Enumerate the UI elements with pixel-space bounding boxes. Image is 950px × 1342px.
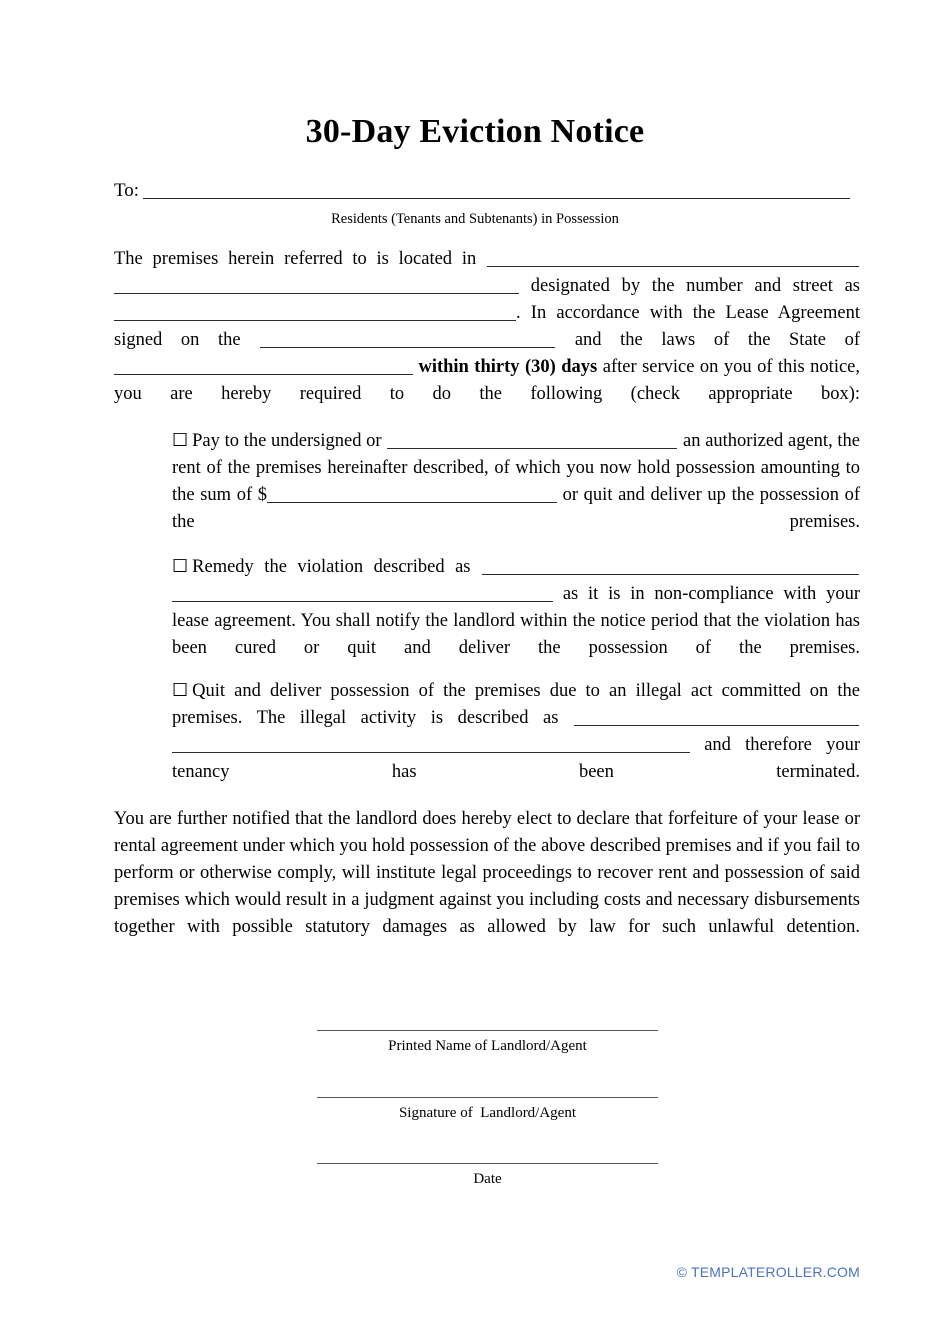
intro-text-6: after service on you of this notice, you are hereby required to do the following (check appropriate box): xyxy=(114,357,861,404)
clause-remedy-text-2: as it is in non-compliance with your lease agreement. You shall notify the landlord within the notice period that the violation has been cured or quit and deliver the possession of the premises. xyxy=(172,584,861,658)
to-caption: Residents (Tenants and Subtenants) in Possession xyxy=(331,211,619,227)
intro-text-3: . xyxy=(516,303,521,323)
intro-text-2: designated by the number and street as xyxy=(530,276,860,296)
signature-signature-group xyxy=(317,1097,658,1124)
notice-period-term: within thirty (30) days xyxy=(418,357,598,377)
state-blank[interactable] xyxy=(114,355,413,375)
clause-pay-rent xyxy=(172,428,860,563)
printed-name-caption: Printed Name of Landlord/Agent xyxy=(388,1038,587,1054)
premises-location-blank-b[interactable] xyxy=(114,274,519,294)
clause-remedy-violation xyxy=(172,554,860,689)
clause-remedy-text-1: Remedy the violation described as xyxy=(192,557,471,577)
lease-signed-date-blank[interactable] xyxy=(260,328,555,348)
templateroller-watermark[interactable]: © TEMPLATEROLLER.COM xyxy=(676,1264,860,1280)
closing-paragraph xyxy=(114,806,860,968)
violation-description-blank-b[interactable] xyxy=(172,582,553,602)
clause-illegal-act xyxy=(172,678,860,813)
to-label: To: xyxy=(114,180,140,201)
intro-text-4: In accordance with the Lease Agreement signed on the xyxy=(114,303,860,350)
signature-caption: Signature of Landlord/Agent xyxy=(398,1105,577,1121)
violation-description-blank-a[interactable] xyxy=(482,555,859,575)
to-row xyxy=(114,178,860,204)
clause-illegal-text-2: and therefore your tenancy has been terminated. xyxy=(172,735,860,782)
authorized-agent-blank[interactable] xyxy=(387,429,677,449)
checkbox-remedy-violation[interactable]: ☐ xyxy=(172,556,189,577)
signature-printed-name-group xyxy=(317,1030,658,1057)
date-caption: Date xyxy=(473,1171,502,1187)
checkbox-illegal-act[interactable]: ☐ xyxy=(172,680,189,701)
intro-paragraph xyxy=(114,246,860,435)
rent-amount-blank[interactable] xyxy=(267,483,557,503)
closing-text: You are further notified that the landlord does hereby elect to declare that forfeiture of your lease or rental agreement under which you hold possession of the above described premises and if you fail to perform or otherwise comply, will institute legal proceedings to recover rent and possession of said premises which would result in a judgment against you including costs and necessary disbursements together with possible statutory damages as allowed by law for such unlawful detention. xyxy=(114,809,860,937)
clause-pay-rent-text-2: an authorized agent, the rent of the premises hereinafter described, of which you now hold possession amounting to the sum of $ xyxy=(172,431,861,505)
signature-date-group xyxy=(317,1163,658,1190)
intro-text-5: and the laws of the State of xyxy=(574,330,861,350)
to-blank-field[interactable] xyxy=(143,180,850,199)
illegal-activity-blank-a[interactable] xyxy=(574,706,859,726)
premises-location-blank-a[interactable] xyxy=(487,247,859,267)
street-address-blank[interactable] xyxy=(114,301,516,321)
clause-pay-rent-text-1: Pay to the undersigned or xyxy=(192,431,382,451)
clause-illegal-text-1: Quit and deliver possession of the premises due to an illegal act committed on the premises. The illegal activity is described as xyxy=(172,681,860,728)
intro-text-1: The premises herein referred to is located in xyxy=(114,249,477,269)
illegal-activity-blank-b[interactable] xyxy=(172,733,690,753)
clause-pay-rent-text-3: or quit and deliver up the possession of the premises. xyxy=(172,485,860,532)
checkbox-pay-rent[interactable]: ☐ xyxy=(172,430,189,451)
page-title: 30-Day Eviction Notice xyxy=(305,113,645,150)
